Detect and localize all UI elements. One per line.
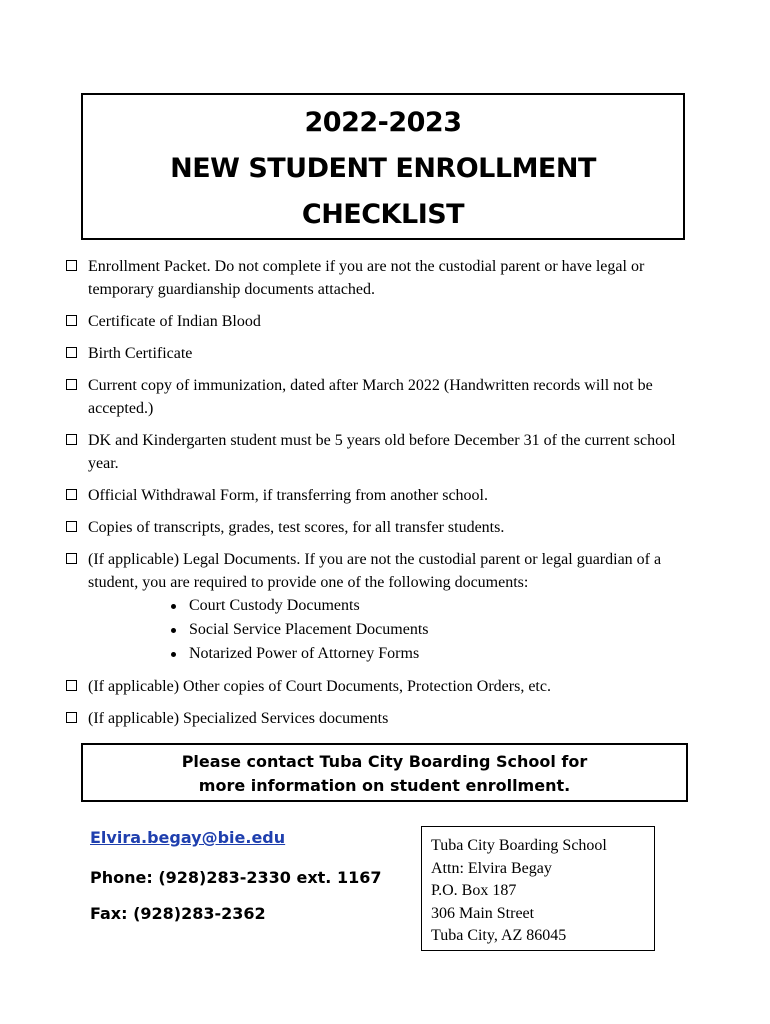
legal-documents-text: (If applicable) Legal Documents. If you are not the custodial parent or legal guardian of a student, you are required to provide one of the following documents: xyxy=(88,551,662,591)
bullet-item: Social Service Placement Documents xyxy=(168,618,686,642)
checkbox[interactable] xyxy=(66,553,77,564)
checklist-item-indian-blood: Certificate of Indian Blood xyxy=(66,310,686,333)
checkbox[interactable] xyxy=(66,260,77,271)
mailing-address-box xyxy=(421,826,655,951)
checklist-item-age-requirement: DK and Kindergarten student must be 5 years old before December 31 of the current school year. xyxy=(66,429,686,475)
bullet-item: Notarized Power of Attorney Forms xyxy=(168,642,686,666)
checkbox[interactable] xyxy=(66,680,77,691)
checklist xyxy=(66,255,686,739)
checklist-item-enrollment-packet: Enrollment Packet. Do not complete if you are not the custodial parent or have legal or temporary guardianship documents attached. xyxy=(66,255,686,301)
checkbox[interactable] xyxy=(66,434,77,445)
contact-note-line1: Please contact Tuba City Boarding School for xyxy=(181,752,588,771)
checkbox[interactable] xyxy=(66,347,77,358)
checkbox[interactable] xyxy=(66,712,77,723)
fax-number: Fax: (928)283-2362 xyxy=(90,904,266,923)
title-line1: NEW STUDENT ENROLLMENT xyxy=(170,153,596,184)
email-link[interactable]: Elvira.begay@bie.edu xyxy=(90,828,286,847)
contact-info xyxy=(90,826,381,926)
checkbox[interactable] xyxy=(66,315,77,326)
checklist-item-birth-certificate: Birth Certificate xyxy=(66,342,686,365)
address-line: 306 Main Street xyxy=(431,904,535,922)
address-line: Tuba City, AZ 86045 xyxy=(431,927,567,944)
checklist-item-withdrawal-form: Official Withdrawal Form, if transferring from another school. xyxy=(66,484,686,507)
legal-documents-list xyxy=(88,594,686,666)
checkbox[interactable] xyxy=(66,521,77,532)
checklist-item-immunization: Current copy of immunization, dated after March 2022 (Handwritten records will not be accepted.) xyxy=(66,374,686,420)
checkbox[interactable] xyxy=(66,489,77,500)
checklist-item-specialized-services: (If applicable) Specialized Services documents xyxy=(66,707,686,730)
checklist-item-transcripts: Copies of transcripts, grades, test scores, for all transfer students. xyxy=(66,516,686,539)
contact-note-box xyxy=(81,743,688,802)
bullet-item: Court Custody Documents xyxy=(168,594,686,618)
title-line2: CHECKLIST xyxy=(301,199,465,230)
checklist-item-legal-documents xyxy=(66,548,686,666)
title-box xyxy=(81,93,685,240)
address-line: Tuba City Boarding School xyxy=(431,837,607,854)
title-year: 2022-2023 xyxy=(304,107,462,138)
checkbox[interactable] xyxy=(66,379,77,390)
contact-note-line2: more information on student enrollment. xyxy=(198,776,571,795)
checklist-item-court-documents: (If applicable) Other copies of Court Documents, Protection Orders, etc. xyxy=(66,675,686,698)
address-line: Attn: Elvira Begay xyxy=(431,859,552,877)
phone-number: Phone: (928)283-2330 ext. 1167 xyxy=(90,868,382,887)
address-line: P.O. Box 187 xyxy=(431,882,517,899)
